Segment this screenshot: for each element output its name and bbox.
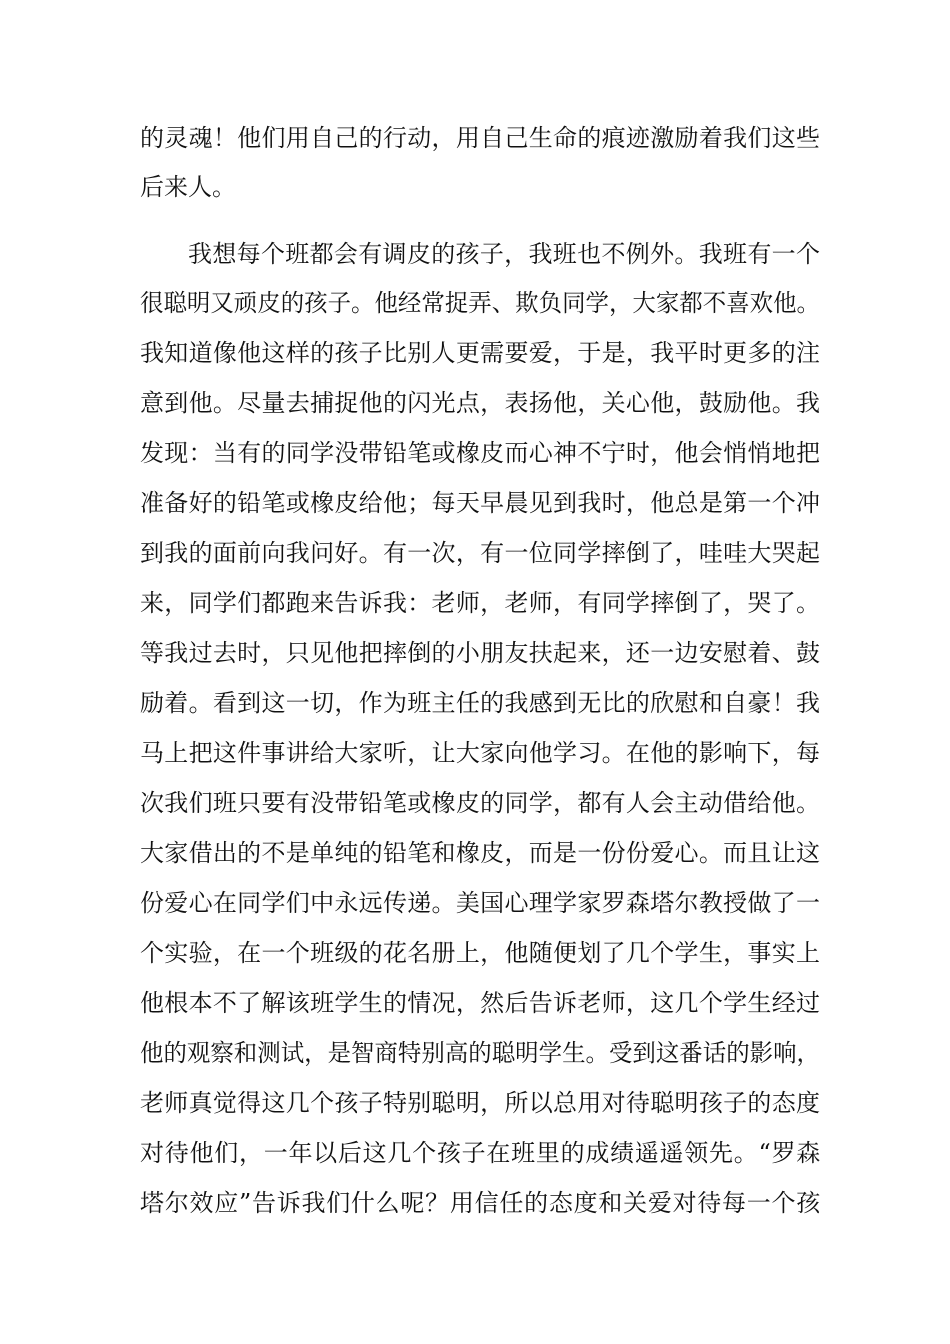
text-line: 份爱心在同学们中永远传递。美国心理学家罗森塔尔教授做了一 [140, 889, 821, 917]
text-line: 励着。看到这一切，作为班主任的我感到无比的欣慰和自豪！我 [140, 689, 821, 717]
text-line: 他的观察和测试，是智商特别高的聪明学生。受到这番话的影响， [140, 1039, 820, 1067]
text-line: 马上把这件事讲给大家听，让大家向他学习。在他的影响下，每 [140, 739, 821, 767]
text-line: 后来人。 [140, 173, 236, 201]
text-line: 我想每个班都会有调皮的孩子，我班也不例外。我班有一个 [188, 240, 821, 268]
text-line: 大家借出的不是单纯的铅笔和橡皮，而是一份份爱心。而且让这 [140, 839, 821, 867]
text-line: 发现：当有的同学没带铅笔或橡皮而心神不宁时，他会悄悄地把 [140, 439, 821, 467]
text-line: 来，同学们都跑来告诉我：老师，老师，有同学摔倒了，哭了。 [140, 589, 821, 617]
text-line: 到我的面前向我问好。有一次，有一位同学摔倒了，哇哇大哭起 [140, 539, 821, 567]
text-line: 对待他们，一年以后这几个孩子在班里的成绩遥遥领先。“罗森 [140, 1139, 822, 1167]
text-line: 准备好的铅笔或橡皮给他；每天早晨见到我时，他总是第一个冲 [140, 489, 821, 517]
text-line: 等我过去时，只见他把摔倒的小朋友扶起来，还一边安慰着、鼓 [140, 639, 821, 667]
text-line: 的灵魂！他们用自己的行动，用自己生命的痕迹激励着我们这些 [140, 124, 821, 152]
text-line: 他根本不了解该班学生的情况，然后告诉老师，这几个学生经过 [140, 989, 821, 1017]
text-line: 次我们班只要有没带铅笔或橡皮的同学，都有人会主动借给他。 [140, 789, 821, 817]
text-line: 个实验，在一个班级的花名册上，他随便划了几个学生，事实上 [140, 939, 821, 967]
text-line: 很聪明又顽皮的孩子。他经常捉弄、欺负同学，大家都不喜欢他。 [140, 289, 820, 317]
text-line: 我知道像他这样的孩子比别人更需要爱，于是，我平时更多的注 [140, 339, 821, 367]
text-line: 塔尔效应”告诉我们什么呢？用信任的态度和关爱对待每一个孩 [140, 1189, 822, 1217]
text-line: 老师真觉得这几个孩子特别聪明，所以总用对待聪明孩子的态度 [140, 1089, 821, 1117]
text-line: 意到他。尽量去捕捉他的闪光点，表扬他，关心他，鼓励他。我 [140, 389, 821, 417]
